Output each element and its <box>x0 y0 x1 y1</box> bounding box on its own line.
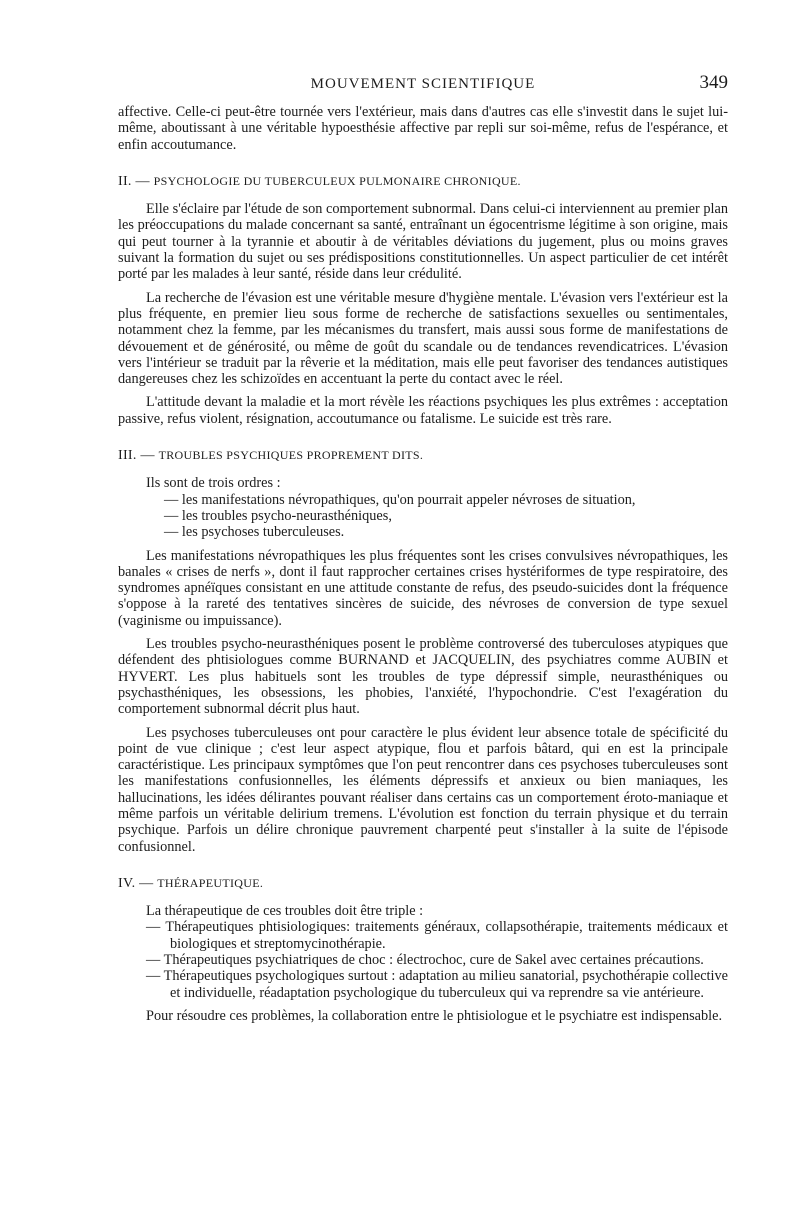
paragraph: Ils sont de trois ordres : <box>146 475 281 492</box>
page-number: 349 <box>699 72 728 93</box>
section-heading-4 <box>118 875 728 892</box>
paragraph: La recherche de l'évasion est une véritable mesure d'hygiène mentale. L'évasion vers l'extérieur est la plus fréquente, en premier lieu sous forme de recherche de satisfactions sexuelles ou sentimentales, notamment chez la femme, par les mécanismes du transfert, mais aussi sous forme de manifestations de dévouement et de générosité, ou même de goût du scandale ou de tendances revendicatrices. L'évasion vers l'intérieur se traduit par la rêverie et la méditation, mais elle peut favoriser des tendances autistiques dangereuses chez les schizoïdes en accentuant la perte du contact avec le réel. <box>118 289 728 388</box>
running-head <box>118 72 728 94</box>
paragraph: Les troubles psycho-neurasthéniques posent le problème controversé des tuberculoses atypiques que défendent des phtisiologues comme BURNAND et JACQUELIN, des psychiatres comme AUBIN et HYVERT. Les plus habituels sont les troubles de type dépressif simple, neurasthéniques ou psychasthéniques, les obsessions, les phobies, l'anxiété, l'hypochondrie. C'est l'exagération du comportement subnormal décrit plus haut. <box>118 636 728 718</box>
section-number: III. — <box>118 448 159 464</box>
list-item: — Thérapeutiques psychiatriques de choc : électrochoc, cure de Sakel avec certaines précautions. <box>146 952 704 969</box>
paragraph: La thérapeutique de ces troubles doit être triple : <box>146 903 424 920</box>
list-item: — Thérapeutiques phtisiologiques: traitements généraux, collapsothérapie, traitements médicaux et biologiques et streptomycinothérapie. <box>146 919 728 952</box>
list-item: — les manifestations névropathiques, qu'on pourrait appeler névroses de situation, <box>164 491 636 508</box>
list-item: — Thérapeutiques psychologiques surtout : adaptation au milieu sanatorial, psychothérapie collective et individuelle, réadaptation psychologique du tuberculeux qui va reprendre sa vie antérieure. <box>146 968 728 1001</box>
article-body <box>118 104 728 1024</box>
paragraph: Les manifestations névropathiques les plus fréquentes sont les crises convulsives névropathiques, les banales « crises de nerfs », dont il faut rapprocher certaines crises hystériformes de type respiratoire, des syndromes apnéïques consistant en une attitude constante de refus, des pseudo-suicides dont la fréquence s'oppose à la rareté des tentatives sincères de suicide, des névroses de conversion de type sexuel (vaginisme ou impuissance). <box>118 547 728 629</box>
paragraph: Elle s'éclaire par l'étude de son comportement subnormal. Dans celui-ci interviennent au premier plan les préoccupations du malade concernant sa santé, entraînant un égocentrisme légitime à son origine, mais qui peut tourner à la tyrannie et aboutir à de véritables déviations du jugement, plus ou moins graves suivant la formation du sujet ou ses prédispositions constitutionnelles. Un aspect particulier de cet intérêt porté par les malades à leur santé, réside dans leur crédulité. <box>118 201 728 283</box>
section-heading-2 <box>118 173 728 190</box>
list-item: — les psychoses tuberculeuses. <box>164 524 345 541</box>
section-heading-3 <box>118 447 728 464</box>
paragraph: Pour résoudre ces problèmes, la collaboration entre le phtisiologue et le psychiatre est indispensable. <box>146 1007 723 1024</box>
section-title: THÉRAPEUTIQUE. <box>157 875 264 890</box>
intro-paragraph: affective. Celle-ci peut-être tournée vers l'extérieur, mais dans d'autres cas elle s'investit dans le sujet lui-même, aboutissant à une véritable hypoesthésie affective par repli sur soi-même, refus de l'espérance, et enfin accoutumance. <box>118 104 728 153</box>
running-title: MOUVEMENT SCIENTIFIQUE <box>310 76 536 92</box>
list-item: — les troubles psycho-neurasthéniques, <box>164 507 392 524</box>
section-title: PSYCHOLOGIE DU TUBERCULEUX PULMONAIRE CHRONIQUE. <box>153 173 521 188</box>
section-number: II. — <box>118 173 154 189</box>
section-number: IV. — <box>118 875 158 891</box>
paragraph: L'attitude devant la maladie et la mort révèle les réactions psychiques les plus extrêmes : acceptation passive, refus violent, résignation, accoutumance ou fatalisme. Le suicide est très rare. <box>118 394 728 427</box>
section-title: TROUBLES PSYCHIQUES PROPREMENT DITS. <box>158 448 424 463</box>
paragraph: Les psychoses tuberculeuses ont pour caractère le plus évident leur absence totale de spécificité du point de vue clinique ; c'est leur aspect atypique, flou et parfois bâtard, qui en est la principale caractéristique. Les principaux symptômes que l'on peut rencontrer dans ces psychoses tuberculeuses sont les manifestations confusionnelles, les éléments dépressifs et anxieux ou bien maniaques, les hallucinations, les idées délirantes pouvant réaliser dans certains cas un comportement éroto-maniaque et même parfois un véritable delirium tremens. L'évolution est fonction du terrain physique et du terrain psychique. Parfois un délire chronique pauvrement charpenté peut s'installer à la suite de l'épisode confusionnel. <box>118 724 728 855</box>
